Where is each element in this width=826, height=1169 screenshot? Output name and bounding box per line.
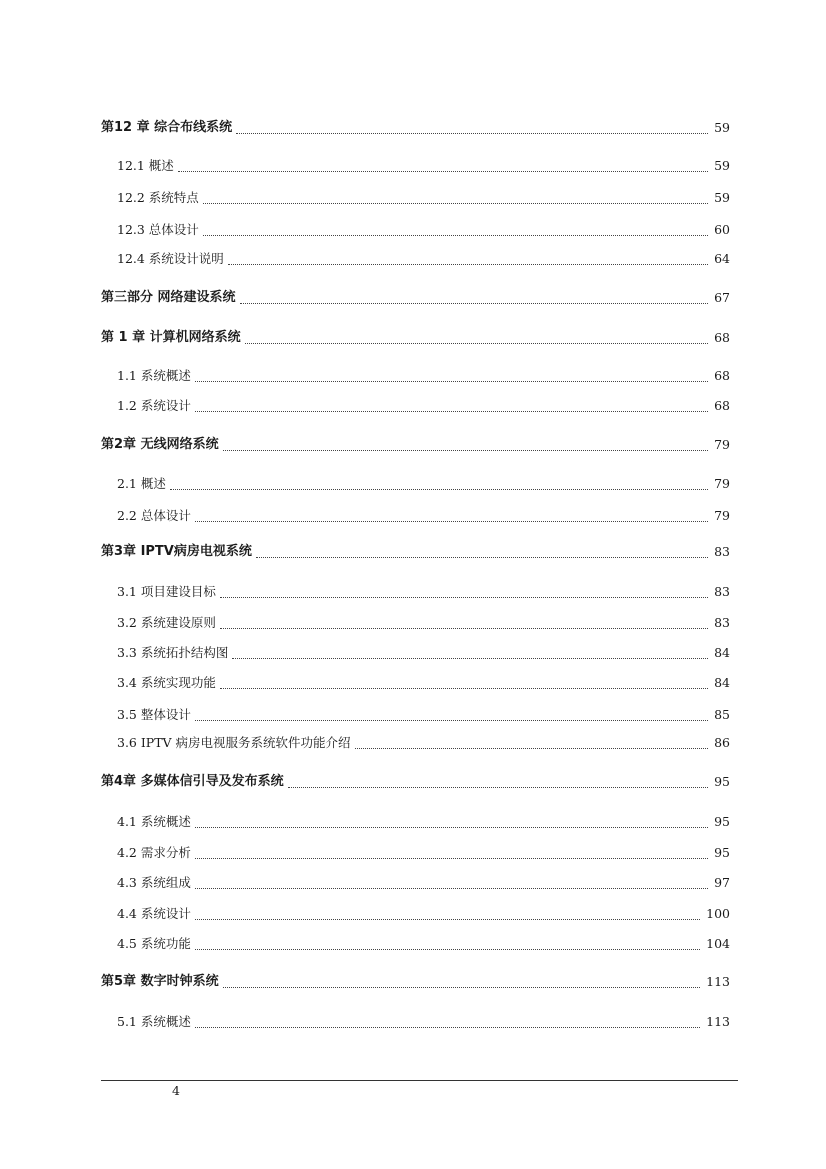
toc-entry-section[interactable] <box>117 221 730 239</box>
toc-leader-dots <box>220 583 708 598</box>
toc-leader-dots <box>195 367 708 382</box>
toc-entry-section[interactable] <box>117 935 730 953</box>
toc-entry-page: 68 <box>714 398 730 413</box>
toc-leader-dots <box>195 844 708 859</box>
toc-entry-page: 67 <box>714 290 730 305</box>
toc-entry-section[interactable] <box>117 583 730 601</box>
toc-entry-title: 第2章 无线网络系统 <box>101 437 219 452</box>
toc-entry-page: 59 <box>714 120 730 135</box>
toc-entry-title: 第4章 多媒体信引导及发布系统 <box>101 774 284 789</box>
toc-entry-page: 85 <box>714 707 730 722</box>
toc-entry-title: 2.2 总体设计 <box>117 508 191 523</box>
toc-entry-title: 3.1 项目建设目标 <box>117 584 216 599</box>
toc-entry-page: 86 <box>714 735 730 750</box>
toc-entry-title: 3.3 系统拓扑结构图 <box>117 645 229 660</box>
toc-entry-page: 79 <box>714 437 730 452</box>
toc-entry-page: 83 <box>714 544 730 559</box>
toc-leader-dots <box>228 250 708 265</box>
toc-entry-page: 100 <box>706 906 730 921</box>
toc-leader-dots <box>220 614 708 629</box>
toc-leader-dots <box>195 706 708 721</box>
toc-leader-dots <box>355 734 709 749</box>
toc-entry-part[interactable] <box>101 289 730 307</box>
toc-entry-section[interactable] <box>117 844 730 862</box>
toc-leader-dots <box>195 874 708 889</box>
toc-entry-section[interactable] <box>117 475 730 493</box>
toc-entry-page: 84 <box>714 645 730 660</box>
toc-entry-title: 第12 章 综合布线系统 <box>101 120 233 135</box>
toc-entry-page: 64 <box>714 251 730 266</box>
toc-entry-chapter[interactable] <box>101 973 730 991</box>
toc-entry-chapter[interactable] <box>101 543 730 561</box>
toc-leader-dots <box>245 329 708 344</box>
toc-leader-dots <box>195 935 700 950</box>
toc-leader-dots <box>256 543 708 558</box>
toc-entry-page: 59 <box>714 190 730 205</box>
toc-entry-title: 5.1 系统概述 <box>117 1014 191 1029</box>
toc-leader-dots <box>195 397 708 412</box>
toc-entry-page: 95 <box>714 774 730 789</box>
toc-leader-dots <box>288 773 709 788</box>
toc-entry-title: 12.4 系统设计说明 <box>117 251 224 266</box>
toc-entry-section[interactable] <box>117 674 730 692</box>
toc-entry-page: 84 <box>714 675 730 690</box>
toc-entry-title: 4.1 系统概述 <box>117 814 191 829</box>
page-number: 4 <box>172 1083 180 1098</box>
toc-entry-section[interactable] <box>117 397 730 415</box>
toc-leader-dots <box>170 475 708 490</box>
toc-entry-page: 95 <box>714 845 730 860</box>
toc-leader-dots <box>195 813 708 828</box>
toc-leader-dots <box>195 905 700 920</box>
toc-entry-page: 60 <box>714 222 730 237</box>
toc-entry-title: 2.1 概述 <box>117 476 166 491</box>
toc-entry-title: 第 1 章 计算机网络系统 <box>101 330 241 345</box>
toc-entry-page: 104 <box>706 936 730 951</box>
toc-entry-page: 79 <box>714 508 730 523</box>
toc-leader-dots <box>236 119 708 134</box>
toc-entry-title: 3.4 系统实现功能 <box>117 675 216 690</box>
toc-entry-page: 83 <box>714 584 730 599</box>
toc-entry-page: 83 <box>714 615 730 630</box>
toc-entry-title: 第三部分 网络建设系统 <box>101 290 236 305</box>
toc-entry-title: 3.6 IPTV 病房电视服务系统软件功能介绍 <box>117 735 351 750</box>
toc-entry-page: 68 <box>714 368 730 383</box>
toc-leader-dots <box>220 674 708 689</box>
toc-entry-chapter[interactable] <box>101 436 730 454</box>
toc-entry-title: 12.3 总体设计 <box>117 222 199 237</box>
toc-entry-page: 97 <box>714 875 730 890</box>
toc-entry-page: 79 <box>714 476 730 491</box>
toc-entry-page: 95 <box>714 814 730 829</box>
toc-entry-chapter[interactable] <box>101 329 730 347</box>
toc-entry-section[interactable] <box>117 507 730 525</box>
toc-entry-title: 4.4 系统设计 <box>117 906 191 921</box>
toc-entry-section[interactable] <box>117 706 730 724</box>
toc-entry-title: 3.5 整体设计 <box>117 707 191 722</box>
toc-entry-section[interactable] <box>117 367 730 385</box>
toc-leader-dots <box>232 644 708 659</box>
toc-entry-section[interactable] <box>117 157 730 175</box>
toc-leader-dots <box>178 157 708 172</box>
toc-entry-title: 第5章 数字时钟系统 <box>101 974 219 989</box>
toc-entry-section[interactable] <box>117 250 730 268</box>
toc-entry-section[interactable] <box>117 1013 730 1031</box>
toc-entry-page: 113 <box>706 1014 730 1029</box>
toc-entry-section[interactable] <box>117 734 730 752</box>
toc-entry-title: 12.1 概述 <box>117 158 174 173</box>
toc-entry-title: 4.3 系统组成 <box>117 875 191 890</box>
toc-entry-chapter[interactable] <box>101 119 730 137</box>
toc-entry-section[interactable] <box>117 813 730 831</box>
toc-entry-section[interactable] <box>117 644 730 662</box>
toc-entry-title: 1.1 系统概述 <box>117 368 191 383</box>
toc-entry-title: 12.2 系统特点 <box>117 190 199 205</box>
toc-entry-title: 4.2 需求分析 <box>117 845 191 860</box>
toc-entry-section[interactable] <box>117 874 730 892</box>
toc-entry-section[interactable] <box>117 614 730 632</box>
toc-leader-dots <box>203 189 708 204</box>
toc-leader-dots <box>203 221 708 236</box>
toc-entry-section[interactable] <box>117 189 730 207</box>
toc-leader-dots <box>195 1013 700 1028</box>
toc-entry-chapter[interactable] <box>101 773 730 791</box>
toc-entry-page: 113 <box>706 974 730 989</box>
toc-leader-dots <box>223 436 709 451</box>
toc-entry-title: 3.2 系统建设原则 <box>117 615 216 630</box>
toc-leader-dots <box>223 973 701 988</box>
toc-entry-title: 第3章 IPTV病房电视系统 <box>101 544 252 559</box>
footer-divider <box>101 1080 738 1081</box>
toc-leader-dots <box>195 507 708 522</box>
toc-entry-page: 68 <box>714 330 730 345</box>
toc-entry-section[interactable] <box>117 905 730 923</box>
toc-entry-page: 59 <box>714 158 730 173</box>
toc-entry-title: 1.2 系统设计 <box>117 398 191 413</box>
toc-entry-title: 4.5 系统功能 <box>117 936 191 951</box>
toc-leader-dots <box>240 289 709 304</box>
